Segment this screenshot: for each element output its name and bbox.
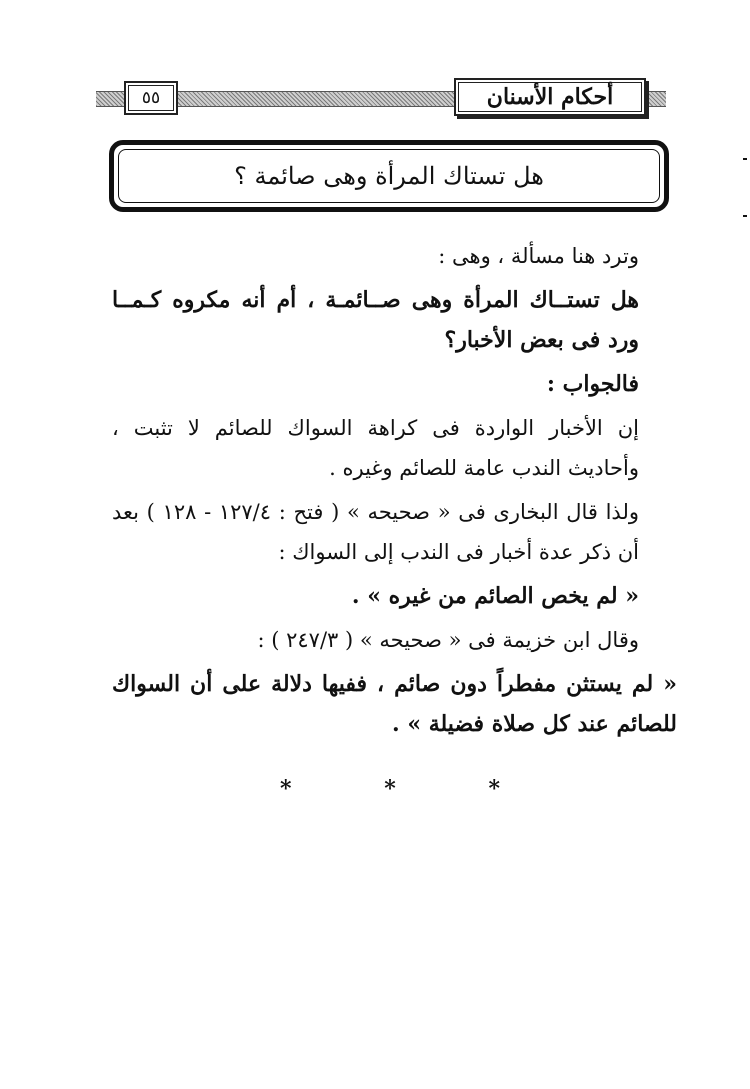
running-title: أحكام الأسنان (454, 78, 646, 116)
bukhari-paragraph: ولذا قال البخارى فى « صحيحه » ( فتح : ١٢٧/٤ - ١٢٨ ) بعد أن ذكر عدة أخبار فى الندب إلى السواك : (112, 500, 639, 564)
question-heading: هل تستاك المرأة وهى صائمة ؟ (118, 149, 660, 203)
answer-paragraph: إن الأخبار الواردة فى كراهة السواك للصائم لا تثبت ، وأحاديث الندب عامة للصائم وغيره . (112, 416, 639, 480)
margin-mark (743, 215, 747, 217)
page-number: ٥٥ (124, 81, 178, 115)
margin-mark (743, 158, 747, 160)
ibn-khuzaymah-paragraph: وقال ابن خزيمة فى « صحيحه » ( ٢٤٧/٣ ) : (257, 628, 639, 652)
separator-star: * (384, 776, 396, 802)
question-heading-frame (109, 140, 669, 212)
answer-heading: فالجواب : (546, 371, 639, 397)
ibn-khuzaymah-quote: « لم يستثن مفطراً دون صائم ، ففيها دلالة على أن السواك للصائم عند كل صلاة فضيلة » . (112, 671, 677, 737)
body-text (112, 236, 677, 748)
section-separator (280, 776, 500, 802)
question-paragraph: هل تستــاك المرأة وهى صــائمـة ، أم أنه مكروه كـمــا ورد فى بعض الأخبار؟ (112, 287, 639, 353)
intro-paragraph: وترد هنا مسألة ، وهى : (438, 244, 639, 268)
separator-star: * (280, 776, 292, 802)
page-header (96, 78, 666, 118)
separator-star: * (488, 776, 500, 802)
bukhari-quote: « لم يخص الصائم من غيره » . (351, 583, 639, 609)
